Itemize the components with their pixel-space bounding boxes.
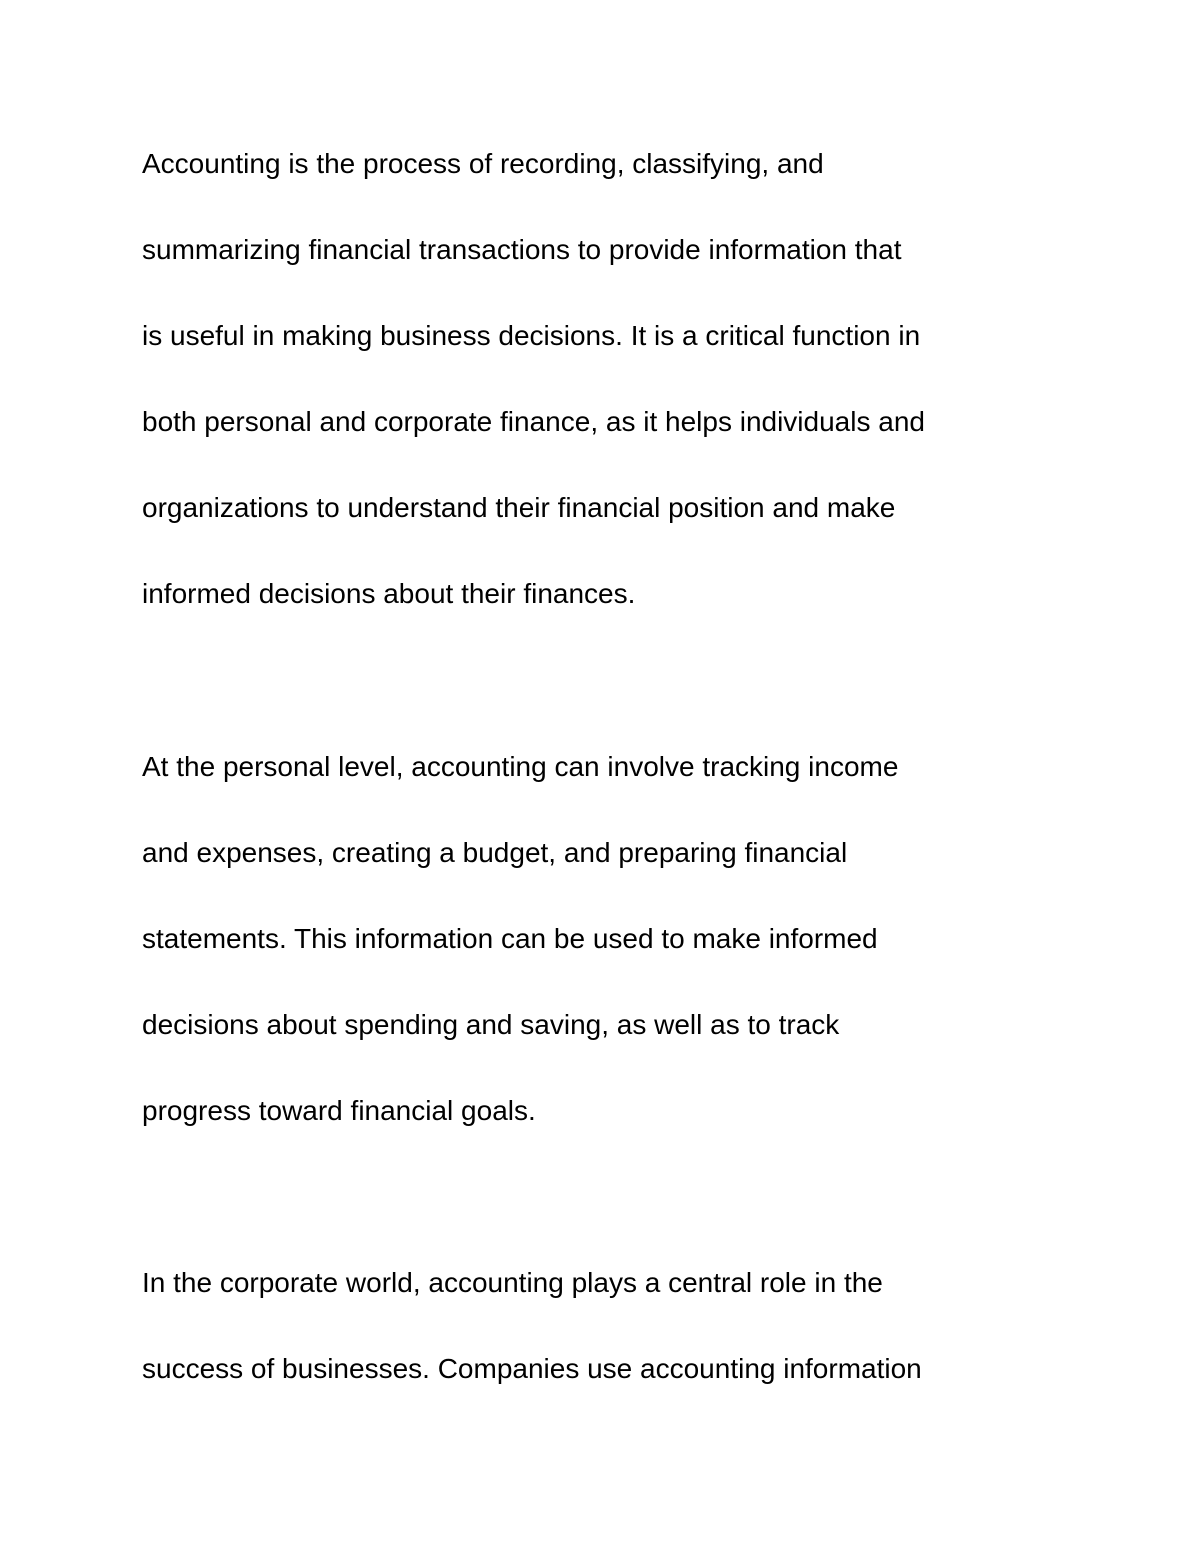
- paragraph-line: decisions about spending and saving, as well as to track: [142, 1009, 840, 1040]
- paragraph-line: success of businesses. Companies use accounting information: [142, 1353, 922, 1384]
- paragraph-line: progress toward financial goals.: [142, 1095, 536, 1126]
- paragraph-line: Accounting is the process of recording, classifying, and: [142, 148, 824, 179]
- paragraph-line: informed decisions about their finances.: [142, 578, 636, 609]
- paragraph-line: organizations to understand their financial position and make: [142, 492, 896, 523]
- paragraph-line: At the personal level, accounting can involve tracking income: [142, 751, 899, 782]
- paragraph-line: statements. This information can be used to make informed: [142, 923, 878, 954]
- paragraph-line: In the corporate world, accounting plays a central role in the: [142, 1267, 883, 1298]
- paragraph-line: is useful in making business decisions. It is a critical function in: [142, 320, 921, 351]
- paragraph-line: both personal and corporate finance, as it helps individuals and: [142, 406, 925, 437]
- paragraph-line: summarizing financial transactions to provide information that: [142, 234, 902, 265]
- paragraph-line: and expenses, creating a budget, and preparing financial: [142, 837, 848, 868]
